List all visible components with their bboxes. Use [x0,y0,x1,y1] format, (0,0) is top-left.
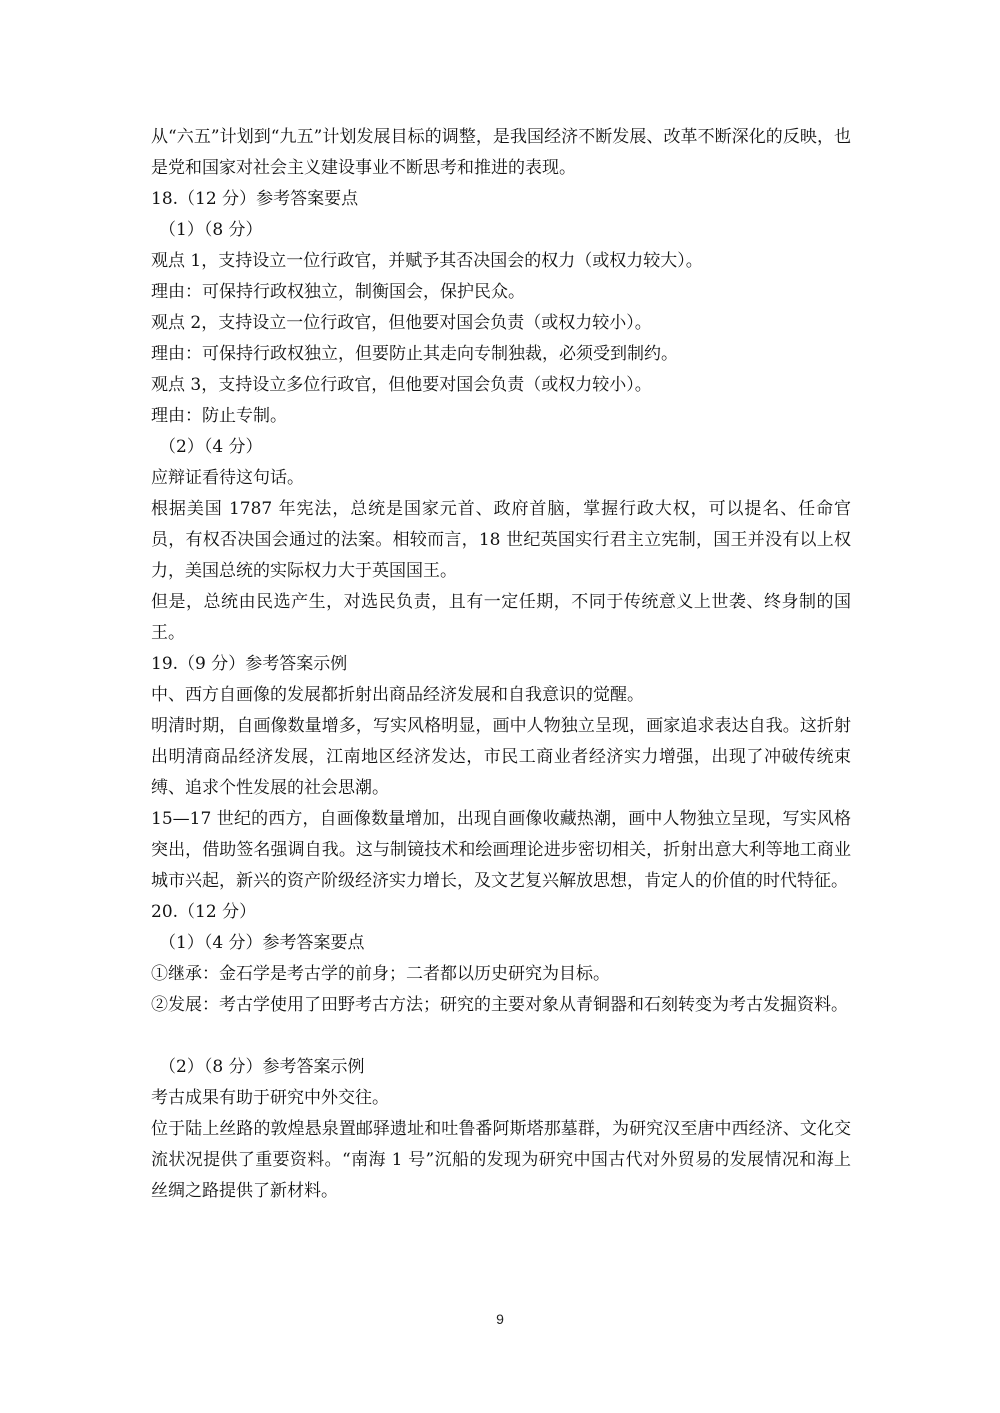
page-number: 9 [496,1311,504,1327]
question-18-answer-3: 但是，总统由民选产生，对选民负责，且有一定任期，不同于传统意义上世袭、终身制的国王。 [151,592,851,643]
question-20-inheritance: ①继承：金石学是考古学的前身；二者都以历史研究为目标。 [151,964,610,984]
question-18-part-1-heading: （1）（8 分） [159,220,263,240]
question-19-heading: 19.（9 分）参考答案示例 [151,654,348,674]
question-18-answer-1: 应辩证看待这句话。 [151,468,304,488]
question-19-answer-3: 15—17 世纪的西方，自画像数量增加，出现自画像收藏热潮，画中人物独立呈现，写实风格突出，借助签名强调自我。这与制镜技术和绘画理论进步密切相关，折射出意大利等地工商业城市兴起，新兴的资产阶级经济实力增长，及文艺复兴解放思想，肯定人的价值的时代特征。 [151,809,851,891]
question-18-reason-1: 理由：可保持行政权独立，制衡国会，保护民众。 [151,282,525,302]
question-18-viewpoint-1: 观点 1，支持设立一位行政官，并赋予其否决国会的权力（或权力较大）。 [151,251,703,271]
question-18-answer-2: 根据美国 1787 年宪法，总统是国家元首、政府首脑，掌握行政大权，可以提名、任命官员，有权否决国会通过的法案。相较而言，18 世纪英国实行君主立宪制，国王并没有以上权力，美国总统的实际权力大于英国国王。 [151,499,851,581]
answer-key-content [151,122,851,1207]
question-18-reason-2: 理由：可保持行政权独立，但要防止其走向专制独裁，必须受到制约。 [151,344,678,364]
question-19-answer-1: 中、西方自画像的发展都折射出商品经济发展和自我意识的觉醒。 [151,685,644,705]
paragraph-spacer [151,1021,851,1052]
paragraph-plan-adjustment: 从“六五”计划到“九五”计划发展目标的调整，是我国经济不断发展、改革不断深化的反映，也是党和国家对社会主义建设事业不断思考和推进的表现。 [151,127,851,178]
question-18-heading: 18.（12 分）参考答案要点 [151,189,359,209]
question-18-part-2-heading: （2）（4 分） [159,437,263,457]
question-18-viewpoint-2: 观点 2，支持设立一位行政官，但他要对国会负责（或权力较小）。 [151,313,652,333]
question-20-part-1-heading: （1）（4 分）参考答案要点 [159,933,365,953]
question-20-heading: 20.（12 分） [151,902,257,922]
question-20-part-2-heading: （2）（8 分）参考答案示例 [159,1057,365,1077]
question-20-answer-2: 位于陆上丝路的敦煌悬泉置邮驿遗址和吐鲁番阿斯塔那墓群，为研究汉至唐中西经济、文化交流状况提供了重要资料。“南海 1 号”沉船的发现为研究中国古代对外贸易的发展情况和海上丝绸之路提供了新材料。 [151,1119,851,1201]
question-18-viewpoint-3: 观点 3，支持设立多位行政官，但他要对国会负责（或权力较小）。 [151,375,652,395]
question-20-development: ②发展：考古学使用了田野考古方法；研究的主要对象从青铜器和石刻转变为考古发掘资料。 [151,995,848,1015]
question-20-answer-1: 考古成果有助于研究中外交往。 [151,1088,389,1108]
question-19-answer-2: 明清时期，自画像数量增多，写实风格明显，画中人物独立呈现，画家追求表达自我。这折射出明清商品经济发展，江南地区经济发达，市民工商业者经济实力增强，出现了冲破传统束缚、追求个性发展的社会思潮。 [151,716,851,798]
question-18-reason-3: 理由：防止专制。 [151,406,287,426]
